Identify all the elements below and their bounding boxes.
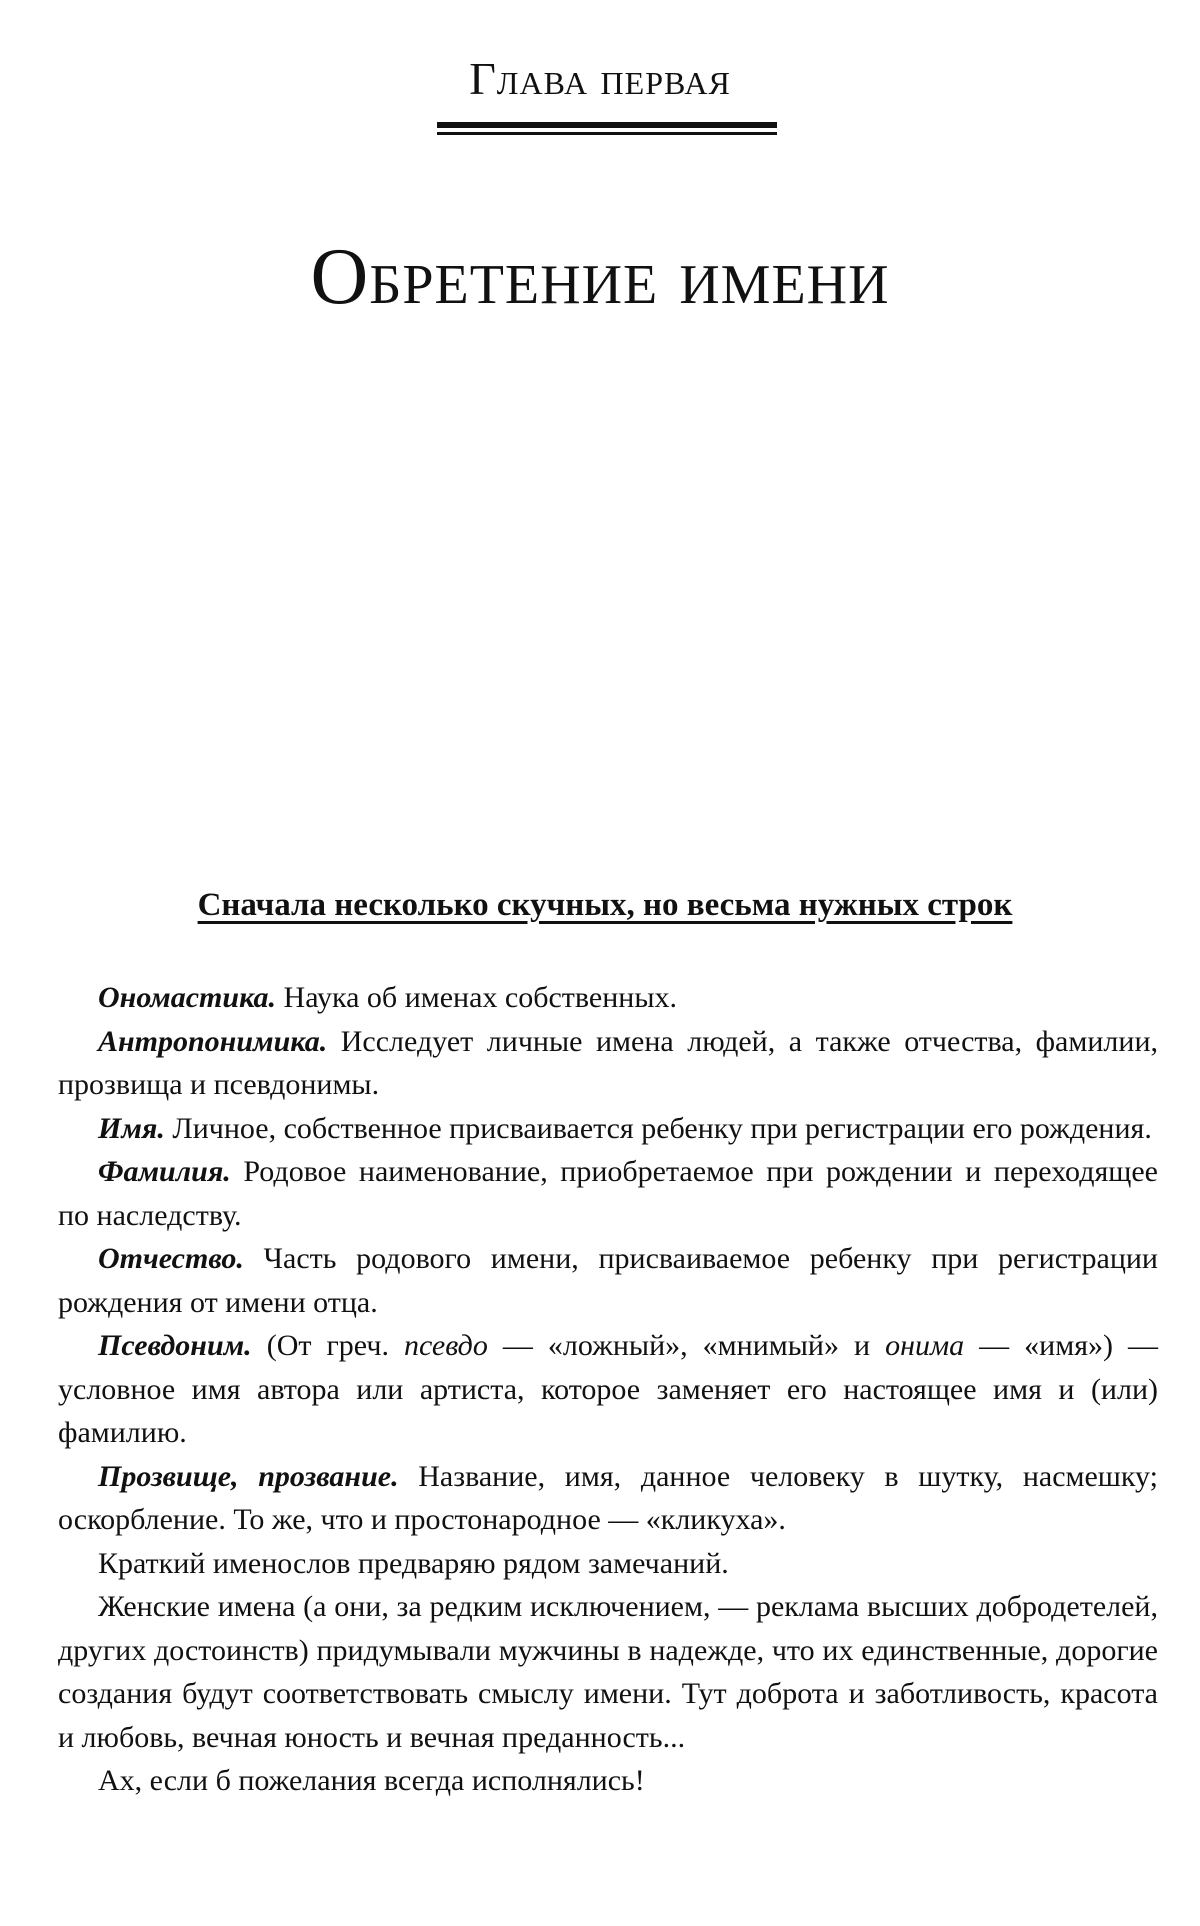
paragraph: Краткий именослов предваряю рядом замечаний.: [98, 1546, 729, 1580]
entry-definition-part: — «ложный», «мнимый» и: [487, 1329, 886, 1362]
entry-definition: Исследует личные имена людей, а также отчества, фамилии, прозвища и псевдонимы.: [58, 1024, 1158, 1101]
entry-definition: Часть родового имени, присваиваемое ребенку при регистрации рождения от имени отца.: [58, 1242, 1158, 1319]
entry-term: Имя.: [98, 1111, 165, 1145]
entry-definition-part: (От греч.: [251, 1329, 404, 1362]
paragraph: Женские имена (а они, за редким исключением, — реклама высших добродетелей, других достоинств) придумывали мужчины в надежде, что их единственные, дорогие создания будут соответствовать смыслу имени. Тут доброта и заботливость, красота и любовь, вечная юность и вечная преданность...: [58, 1590, 1158, 1754]
entry-term: Ономастика.: [98, 981, 277, 1014]
paragraph: Ах, если б пожелания всегда исполнялись!: [98, 1764, 645, 1797]
entry-surname: [58, 1150, 1158, 1237]
entry-italic-word: онима: [885, 1329, 965, 1362]
entry-term: Отчество.: [98, 1242, 244, 1275]
entry-definition: Личное, собственное присваивается ребенку при регистрации его рождения.: [164, 1111, 1152, 1145]
entry-name: [58, 1107, 1158, 1151]
chapter-title: Обретение имени: [310, 233, 890, 321]
body-text: [58, 976, 1158, 1803]
entry-definition: Родовое наименование, приобретаемое при рождении и переходящее по наследству.: [58, 1155, 1158, 1232]
entry-term: Фамилия.: [98, 1155, 231, 1188]
entry-term: Прозвище, прозвание.: [98, 1459, 399, 1493]
entry-term: Антропонимика.: [98, 1024, 328, 1058]
entry-term: Псевдоним.: [98, 1329, 252, 1362]
section-heading: Сначала несколько скучных, но весьма нужных строк: [197, 887, 1013, 923]
chapter-rule-thick: [437, 122, 777, 128]
entry-nickname: [58, 1455, 1158, 1542]
entry-anthroponymics: [58, 1020, 1158, 1107]
entry-definition-part: — «имя») — условное имя автора или артиста, которое заменяет его настоящее имя и (или) фамилию.: [58, 1329, 1159, 1449]
entry-pseudonym: [58, 1324, 1158, 1455]
chapter-rule-thin: [437, 132, 777, 135]
entry-definition: Название, имя, данное человеку в шутку, насмешку; оскорбление. То же, что и простонародное — «кликуха».: [58, 1459, 1158, 1536]
entry-italic-word: псевдо: [404, 1329, 488, 1362]
entry-definition: Наука об именах собственных.: [276, 981, 677, 1014]
entry-onomastics: [58, 976, 1158, 1020]
entry-patronymic: [58, 1237, 1158, 1324]
chapter-label: Глава первая: [469, 53, 731, 104]
